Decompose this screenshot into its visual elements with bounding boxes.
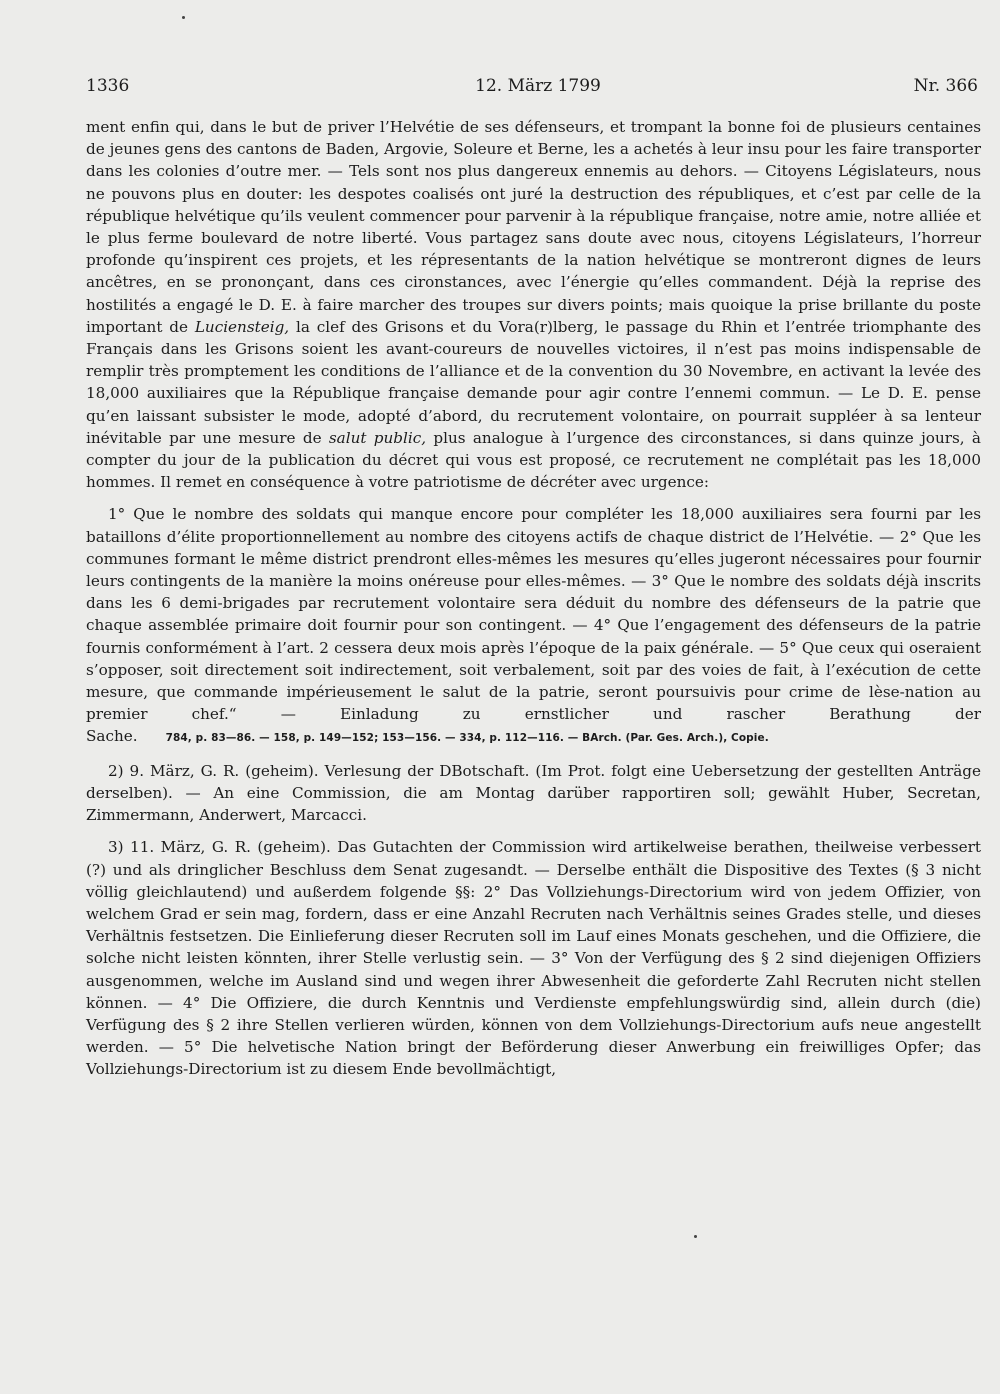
archive-reference: 784, p. 83—86. — 158, p. 149—152; 153—156. — 334, p. 112—116. — BArch. (Par. Ges. Arch.), Copie. (165, 732, 769, 745)
paragraph-text: 1° Que le nombre des soldats qui manque encore pour compléter les 18,000 auxiliaires sera fourni par les bataillons d’élite proportionnellement au nombre des citoyens actifs de chaque district de l’Helvétie. — 2° Que les communes formant le même district prendront elles-mêmes les mesures qu’elles jugeront nécessaires pour fournir leurs contingents de la manière la moins onéreuse pour elles-mêmes. — 3° Que le nombre des soldats déjà inscrits dans les 6 demi-brigades par recrutement volontaire sera déduit du nombre des défenseurs de la patrie que chaque assemblée primaire doit fournir pour son contingent. — 4° Que l’engagement des défenseurs de la patrie fournis conformément à l’art. 2 cessera deux mois après l’époque de la paix générale. — 5° Que ceux qui oseraient s’opposer, soit directement soit indirectement, soit verbalement, soit par des voies de fait, à l’exécution de cette mesure, que commande impérieusement le salut de la patrie, seront poursuivis pour crime de lèse-nation au premier chef.“ — Einladung zu ernstlicher und rascher Berathung der Sache. (86, 505, 981, 746)
paragraph-text: ment enfin qui, dans le but de priver l’Helvétie de ses défenseurs, et trompant la bonne foi de plusieurs centaines de jeunes gens des cantons de Baden, Argovie, Soleure et Berne, les a achetés à leur insu pour les faire transporter dans les colonies d’outre mer. — Tels sont nos plus dangereux ennemis au dehors. — Citoyens Législateurs, nous ne pouvons plus en douter: les despotes coalisés ont juré la destruction des républiques, et c’est par celle de la république helvétique qu’ils veulent commencer pour parvenir à la république française, notre amie, notre alliée et le plus ferme boulevard de notre liberté. Vous partagez sans doute avec nous, citoyens Législateurs, l’horreur profonde qu’inspirent ces projets, et les répresentants de la nation helvétique se montreront dignes de leurs ancêtres, en se prononçant, dans ces cironstances, avec l’énergie qu’elles commandent. Déjà la reprise des hostilités a engagé le D. E. à faire marcher des troupes sur divers points; mais quoique la prise brillante du poste important de (86, 118, 981, 336)
page-number: 1336 (86, 76, 130, 96)
italic-place-name: Luciensteig, (194, 317, 290, 336)
italic-phrase: salut public, (328, 428, 427, 447)
paragraph-continuation (86, 116, 981, 493)
paper-speck (182, 16, 185, 19)
paragraph-text: plus analogue à l’urgence des circonstances, si dans quinze jours, à compter du jour de la publication du décret qui vous est proposé, ce recrutement ne complétait pas les 18,000 hommes. Il remet en conséquence à votre patriotisme de décréter avec urgence: (86, 428, 981, 492)
paper-speck (694, 1235, 697, 1238)
paragraph-text: 2) 9. März, G. R. (geheim). Verlesung der DBotschaft. (Im Prot. folgt eine Uebersetzung der gestellten Anträge derselben). — An eine Commission, die am Montag darüber rapportiren soll; gewählt Huber, Secretan, Zimmermann, Anderwert, Marcacci. (86, 761, 981, 825)
decree-articles-paragraph (86, 503, 981, 749)
page-header (86, 76, 990, 100)
page-body (86, 116, 981, 1081)
section-3-paragraph (86, 836, 981, 1080)
paragraph-text: la clef des Grisons et du Vora(r)lberg, le passage du Rhin et l’entrée triomphante des Français dans les Grisons soient les avant-coureurs de nouvelles victoires, il n’est pas moins indispensable de remplir très promptement les conditions de l’alliance et de la convention du 30 Novembre, en activant la levée des 18,000 auxiliaires que la République française demande pour agir contre l’ennemi commun. — Le D. E. pense qu’en laissant subsister le mode, adopté d’abord, du recrutement volontaire, on pourrait suppléer à sa lenteur inévitable par une mesure de (86, 317, 981, 447)
document-number: Nr. 366 (913, 76, 978, 96)
paragraph-text: 3) 11. März, G. R. (geheim). Das Gutachten der Commission wird artikelweise berathen, theilweise verbessert (?) und als dringlicher Beschluss dem Senat zugesandt. — Derselbe enthält die Dispositive des Textes (§ 3 nicht völlig gleichlautend) und außerdem folgende §§: 2° Das Vollziehungs-Directorium wird von jedem Offizier, von welchem Grad er sein mag, fordern, dass er eine Anzahl Recruten nach Verhältnis seines Grades stelle, und dieses Verhältnis festsetzen. Die Einlieferung dieser Recruten soll im Lauf eines Monats geschehen, und die Offiziere, die solche nicht leisten könnten, ihrer Stelle verlustig sein. — 3° Von der Verfügung des § 2 sind diejenigen Offiziers ausgenommen, welche im Ausland sind und wegen ihrer Abwesenheit die geforderte Zahl Recruten nicht stellen können. — 4° Die Offiziere, die durch Kenntnis und Verdienste empfehlungswürdig sind, allein durch (die) Verfügung des § 2 ihre Stellen verlieren würden, können von dem Vollziehungs-Directorium aufs neue angestellt werden. — 5° Die helvetische Nation bringt der Beförderung dieser Anwerbung ein freiwilliges Opfer; das Vollziehungs-Directorium ist zu diesem Ende bevollmächtigt, (86, 838, 981, 1079)
header-date: 12. März 1799 (475, 76, 601, 96)
section-2-paragraph (86, 760, 981, 827)
